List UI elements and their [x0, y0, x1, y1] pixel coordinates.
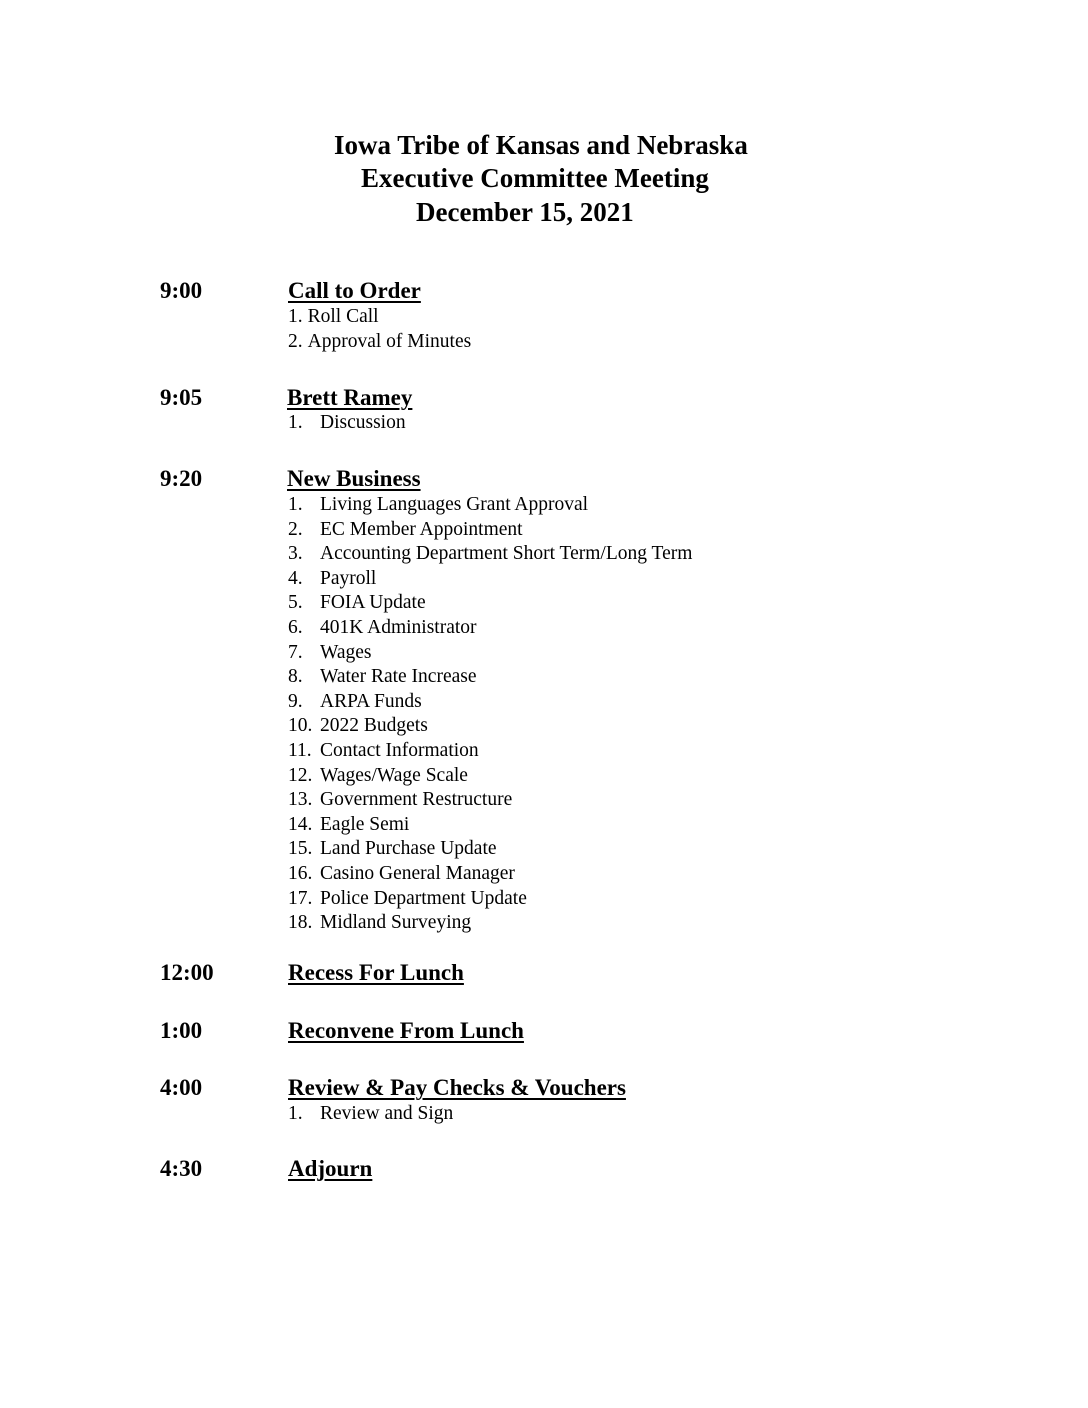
list-item: [288, 567, 692, 592]
item-text: Accounting Department Short Term/Long Term: [320, 543, 693, 565]
item-text: Police Department Update: [320, 887, 527, 909]
list-item: [288, 542, 692, 567]
agenda-heading: Call to Order: [288, 278, 421, 303]
item-text: Contact Information: [320, 739, 479, 761]
item-number: 3.: [288, 543, 303, 565]
agenda-heading: New Business: [287, 466, 421, 491]
item-text: Payroll: [320, 567, 377, 589]
item-text: Midland Surveying: [320, 912, 472, 934]
item-text: 401K Administrator: [320, 616, 477, 638]
item-number: 8.: [288, 666, 303, 688]
item-number: 2.: [288, 330, 303, 352]
item-number: 1.: [288, 494, 303, 515]
list-item: [288, 739, 692, 764]
agenda-items: [288, 493, 692, 936]
item-number: 6.: [288, 616, 303, 638]
item-text: Government Restructure: [320, 789, 513, 811]
list-item: [288, 1102, 453, 1127]
item-number: 16.: [288, 862, 313, 884]
agenda-items: [288, 1102, 453, 1127]
item-number: 1.: [288, 1103, 303, 1124]
item-text: ARPA Funds: [320, 690, 422, 712]
list-item: [288, 330, 471, 355]
list-item: [288, 714, 692, 739]
list-item: [288, 591, 692, 616]
item-number: 1.: [288, 412, 303, 433]
item-number: 11.: [288, 739, 312, 761]
agenda-time: 4:00: [160, 1075, 203, 1100]
item-text: Wages: [320, 641, 372, 663]
agenda-time: 4:30: [160, 1156, 203, 1181]
item-number: 12.: [288, 764, 313, 786]
item-text: Approval of Minutes: [307, 330, 472, 352]
item-number: 5.: [288, 592, 303, 614]
list-item: [288, 665, 692, 690]
item-number: 14.: [288, 813, 313, 835]
organization-title: Iowa Tribe of Kansas and Nebraska: [334, 130, 748, 160]
list-item: [288, 764, 692, 789]
agenda-heading: Review & Pay Checks & Vouchers: [288, 1075, 626, 1100]
list-item: [288, 616, 692, 641]
agenda-time: 9:05: [160, 385, 203, 410]
item-text: Roll Call: [307, 306, 379, 327]
list-item: [288, 788, 692, 813]
item-text: EC Member Appointment: [320, 518, 523, 540]
list-item: [288, 493, 692, 518]
list-item: [288, 690, 692, 715]
agenda-heading: Adjourn: [288, 1156, 373, 1181]
item-text: Discussion: [320, 412, 406, 433]
agenda-heading: Brett Ramey: [287, 385, 413, 410]
item-number: 15.: [288, 838, 313, 860]
agenda-time: 12:00: [160, 960, 214, 985]
item-number: 4.: [288, 567, 303, 589]
agenda-items: [288, 411, 406, 436]
item-number: 10.: [288, 715, 313, 737]
item-number: 13.: [288, 789, 313, 811]
item-number: 9.: [288, 690, 303, 712]
agenda-heading: Reconvene From Lunch: [288, 1018, 524, 1043]
meeting-title: Executive Committee Meeting: [361, 163, 709, 193]
item-number: 18.: [288, 912, 313, 934]
meeting-date: December 15, 2021: [416, 197, 634, 227]
list-item: [288, 887, 692, 912]
agenda-time: 9:00: [160, 278, 203, 303]
list-item: [288, 911, 692, 936]
item-text: Water Rate Increase: [320, 666, 477, 688]
item-text: Wages/Wage Scale: [320, 764, 468, 786]
list-item: [288, 305, 471, 330]
item-text: Eagle Semi: [320, 813, 410, 835]
item-number: 2.: [288, 518, 303, 540]
item-number: 1.: [288, 306, 303, 327]
agenda-time: 1:00: [160, 1018, 203, 1043]
list-item: [288, 518, 692, 543]
item-number: 7.: [288, 641, 303, 663]
list-item: [288, 862, 692, 887]
agenda-items: [288, 305, 471, 354]
item-text: Living Languages Grant Approval: [320, 494, 589, 515]
item-text: Review and Sign: [320, 1103, 454, 1124]
agenda-heading: Recess For Lunch: [288, 960, 464, 985]
list-item: [288, 813, 692, 838]
agenda-time: 9:20: [160, 466, 203, 491]
item-text: Land Purchase Update: [320, 838, 497, 860]
list-item: [288, 641, 692, 666]
list-item: [288, 837, 692, 862]
item-text: Casino General Manager: [320, 862, 515, 884]
item-text: FOIA Update: [320, 592, 426, 614]
item-text: 2022 Budgets: [320, 715, 428, 737]
item-number: 17.: [288, 887, 313, 909]
list-item: [288, 411, 406, 436]
